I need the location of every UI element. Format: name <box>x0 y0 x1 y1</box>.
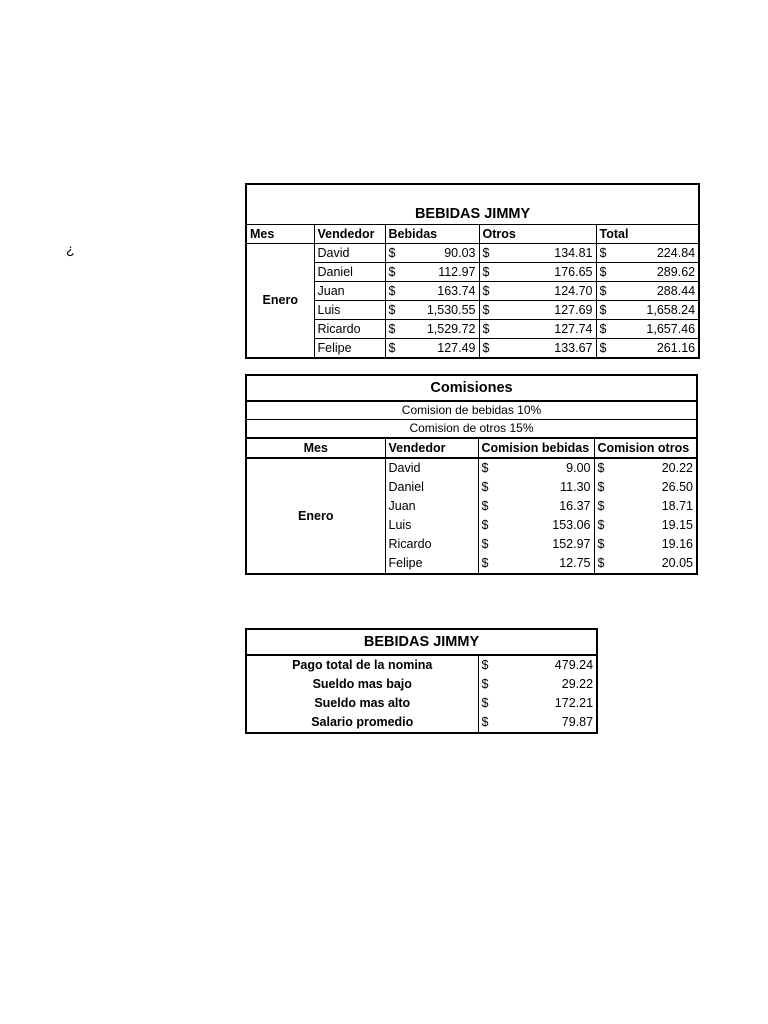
table-row <box>246 244 699 263</box>
bebidas-value: 127.49 <box>407 339 479 359</box>
header-vendedor: Vendedor <box>385 438 478 458</box>
currency-sign: $ <box>478 516 500 535</box>
total-value: 289.62 <box>618 263 699 282</box>
currency-sign: $ <box>385 244 407 263</box>
summary-value: 79.87 <box>561 715 594 729</box>
total-value: 1,657.46 <box>618 320 699 339</box>
currency-sign: $ <box>478 713 502 733</box>
otros-value: 176.65 <box>501 263 596 282</box>
vendedor-cell: Juan <box>385 497 478 516</box>
currency-sign: $ <box>594 516 616 535</box>
currency-sign: $ <box>594 497 616 516</box>
vendedor-cell: Juan <box>314 282 385 301</box>
month-cell: Enero <box>298 508 334 523</box>
comision-otros-value: 26.50 <box>661 480 693 494</box>
stray-question-mark: ¿ <box>66 241 75 257</box>
comision-otros-value: 19.16 <box>661 537 693 551</box>
vendedor-cell: Luis <box>385 516 478 535</box>
table-row <box>246 282 699 301</box>
total-value: 1,658.24 <box>618 301 699 320</box>
summary-table <box>245 628 598 734</box>
currency-sign: $ <box>478 655 502 675</box>
currency-sign: $ <box>596 320 618 339</box>
comision-bebidas-value: 152.97 <box>552 537 591 551</box>
header-vendedor: Vendedor <box>314 225 385 244</box>
comision-otros-value: 19.15 <box>661 518 693 532</box>
currency-sign: $ <box>596 301 618 320</box>
comision-bebidas-value: 16.37 <box>559 499 591 513</box>
summary-value: 172.21 <box>554 696 594 710</box>
vendedor-cell: Daniel <box>314 263 385 282</box>
currency-sign: $ <box>479 263 501 282</box>
currency-sign: $ <box>478 535 500 554</box>
summary-row <box>246 694 597 713</box>
currency-sign: $ <box>594 458 616 478</box>
total-value: 288.44 <box>618 282 699 301</box>
summary-label: Salario promedio <box>311 715 414 729</box>
currency-sign: $ <box>594 554 616 574</box>
otros-value: 127.69 <box>501 301 596 320</box>
currency-sign: $ <box>385 263 407 282</box>
summary-label: Sueldo mas bajo <box>312 677 412 691</box>
comision-bebidas-value: 11.30 <box>560 480 591 494</box>
currency-sign: $ <box>385 301 407 320</box>
comision-otros-value: 18.71 <box>661 499 693 513</box>
summary-title: BEBIDAS JIMMY <box>246 629 597 655</box>
summary-row <box>246 675 597 694</box>
otros-value: 134.81 <box>501 244 596 263</box>
currency-sign: $ <box>385 282 407 301</box>
currency-sign: $ <box>385 320 407 339</box>
header-comision-otros: Comision otros <box>594 438 697 458</box>
bebidas-value: 112.97 <box>407 263 479 282</box>
currency-sign: $ <box>478 675 502 694</box>
currency-sign: $ <box>478 478 500 497</box>
summary-label: Sueldo mas alto <box>314 696 411 710</box>
currency-sign: $ <box>478 694 502 713</box>
currency-sign: $ <box>596 339 618 359</box>
otros-value: 124.70 <box>501 282 596 301</box>
vendedor-cell: Ricardo <box>314 320 385 339</box>
currency-sign: $ <box>478 497 500 516</box>
currency-sign: $ <box>594 535 616 554</box>
currency-sign: $ <box>596 282 618 301</box>
sales-title: BEBIDAS JIMMY <box>246 184 699 225</box>
otros-value: 133.67 <box>501 339 596 359</box>
table-row <box>246 263 699 282</box>
sales-table <box>245 183 700 359</box>
currency-sign: $ <box>479 282 501 301</box>
month-cell: Enero <box>262 293 298 307</box>
vendedor-cell: Ricardo <box>385 535 478 554</box>
currency-sign: $ <box>596 244 618 263</box>
bebidas-value: 90.03 <box>407 244 479 263</box>
header-mes: Mes <box>246 438 385 458</box>
vendedor-cell: David <box>385 458 478 478</box>
comision-otros-value: 20.22 <box>661 461 693 475</box>
currency-sign: $ <box>478 554 500 574</box>
commissions-title: Comisiones <box>246 375 697 401</box>
vendedor-cell: Daniel <box>385 478 478 497</box>
currency-sign: $ <box>479 339 501 359</box>
currency-sign: $ <box>478 458 500 478</box>
summary-value: 29.22 <box>561 677 594 691</box>
commissions-table <box>245 374 698 575</box>
comision-bebidas-value: 12.75 <box>559 556 591 570</box>
header-mes: Mes <box>246 225 314 244</box>
summary-row <box>246 655 597 675</box>
bebidas-value: 163.74 <box>407 282 479 301</box>
total-value: 261.16 <box>618 339 699 359</box>
currency-sign: $ <box>385 339 407 359</box>
header-bebidas: Bebidas <box>385 225 479 244</box>
total-value: 224.84 <box>618 244 699 263</box>
currency-sign: $ <box>479 320 501 339</box>
bebidas-value: 1,529.72 <box>407 320 479 339</box>
summary-value: 479.24 <box>554 658 594 672</box>
table-row <box>246 458 697 478</box>
comision-bebidas-value: 9.00 <box>566 461 591 475</box>
rate-otros: Comision de otros 15% <box>246 420 697 439</box>
header-otros: Otros <box>479 225 596 244</box>
comision-otros-value: 20.05 <box>661 556 693 570</box>
table-row <box>246 339 699 359</box>
vendedor-cell: Felipe <box>314 339 385 359</box>
currency-sign: $ <box>596 263 618 282</box>
rate-bebidas: Comision de bebidas 10% <box>246 401 697 420</box>
header-total: Total <box>596 225 699 244</box>
vendedor-cell: Luis <box>314 301 385 320</box>
table-row <box>246 301 699 320</box>
vendedor-cell: David <box>314 244 385 263</box>
table-row <box>246 320 699 339</box>
comision-bebidas-value: 153.06 <box>552 518 591 532</box>
otros-value: 127.74 <box>501 320 596 339</box>
summary-row <box>246 713 597 733</box>
currency-sign: $ <box>594 478 616 497</box>
summary-label: Pago total de la nomina <box>292 658 433 672</box>
currency-sign: $ <box>479 301 501 320</box>
header-comision-bebidas: Comision bebidas <box>478 438 594 458</box>
vendedor-cell: Felipe <box>385 554 478 574</box>
bebidas-value: 1,530.55 <box>407 301 479 320</box>
currency-sign: $ <box>479 244 501 263</box>
